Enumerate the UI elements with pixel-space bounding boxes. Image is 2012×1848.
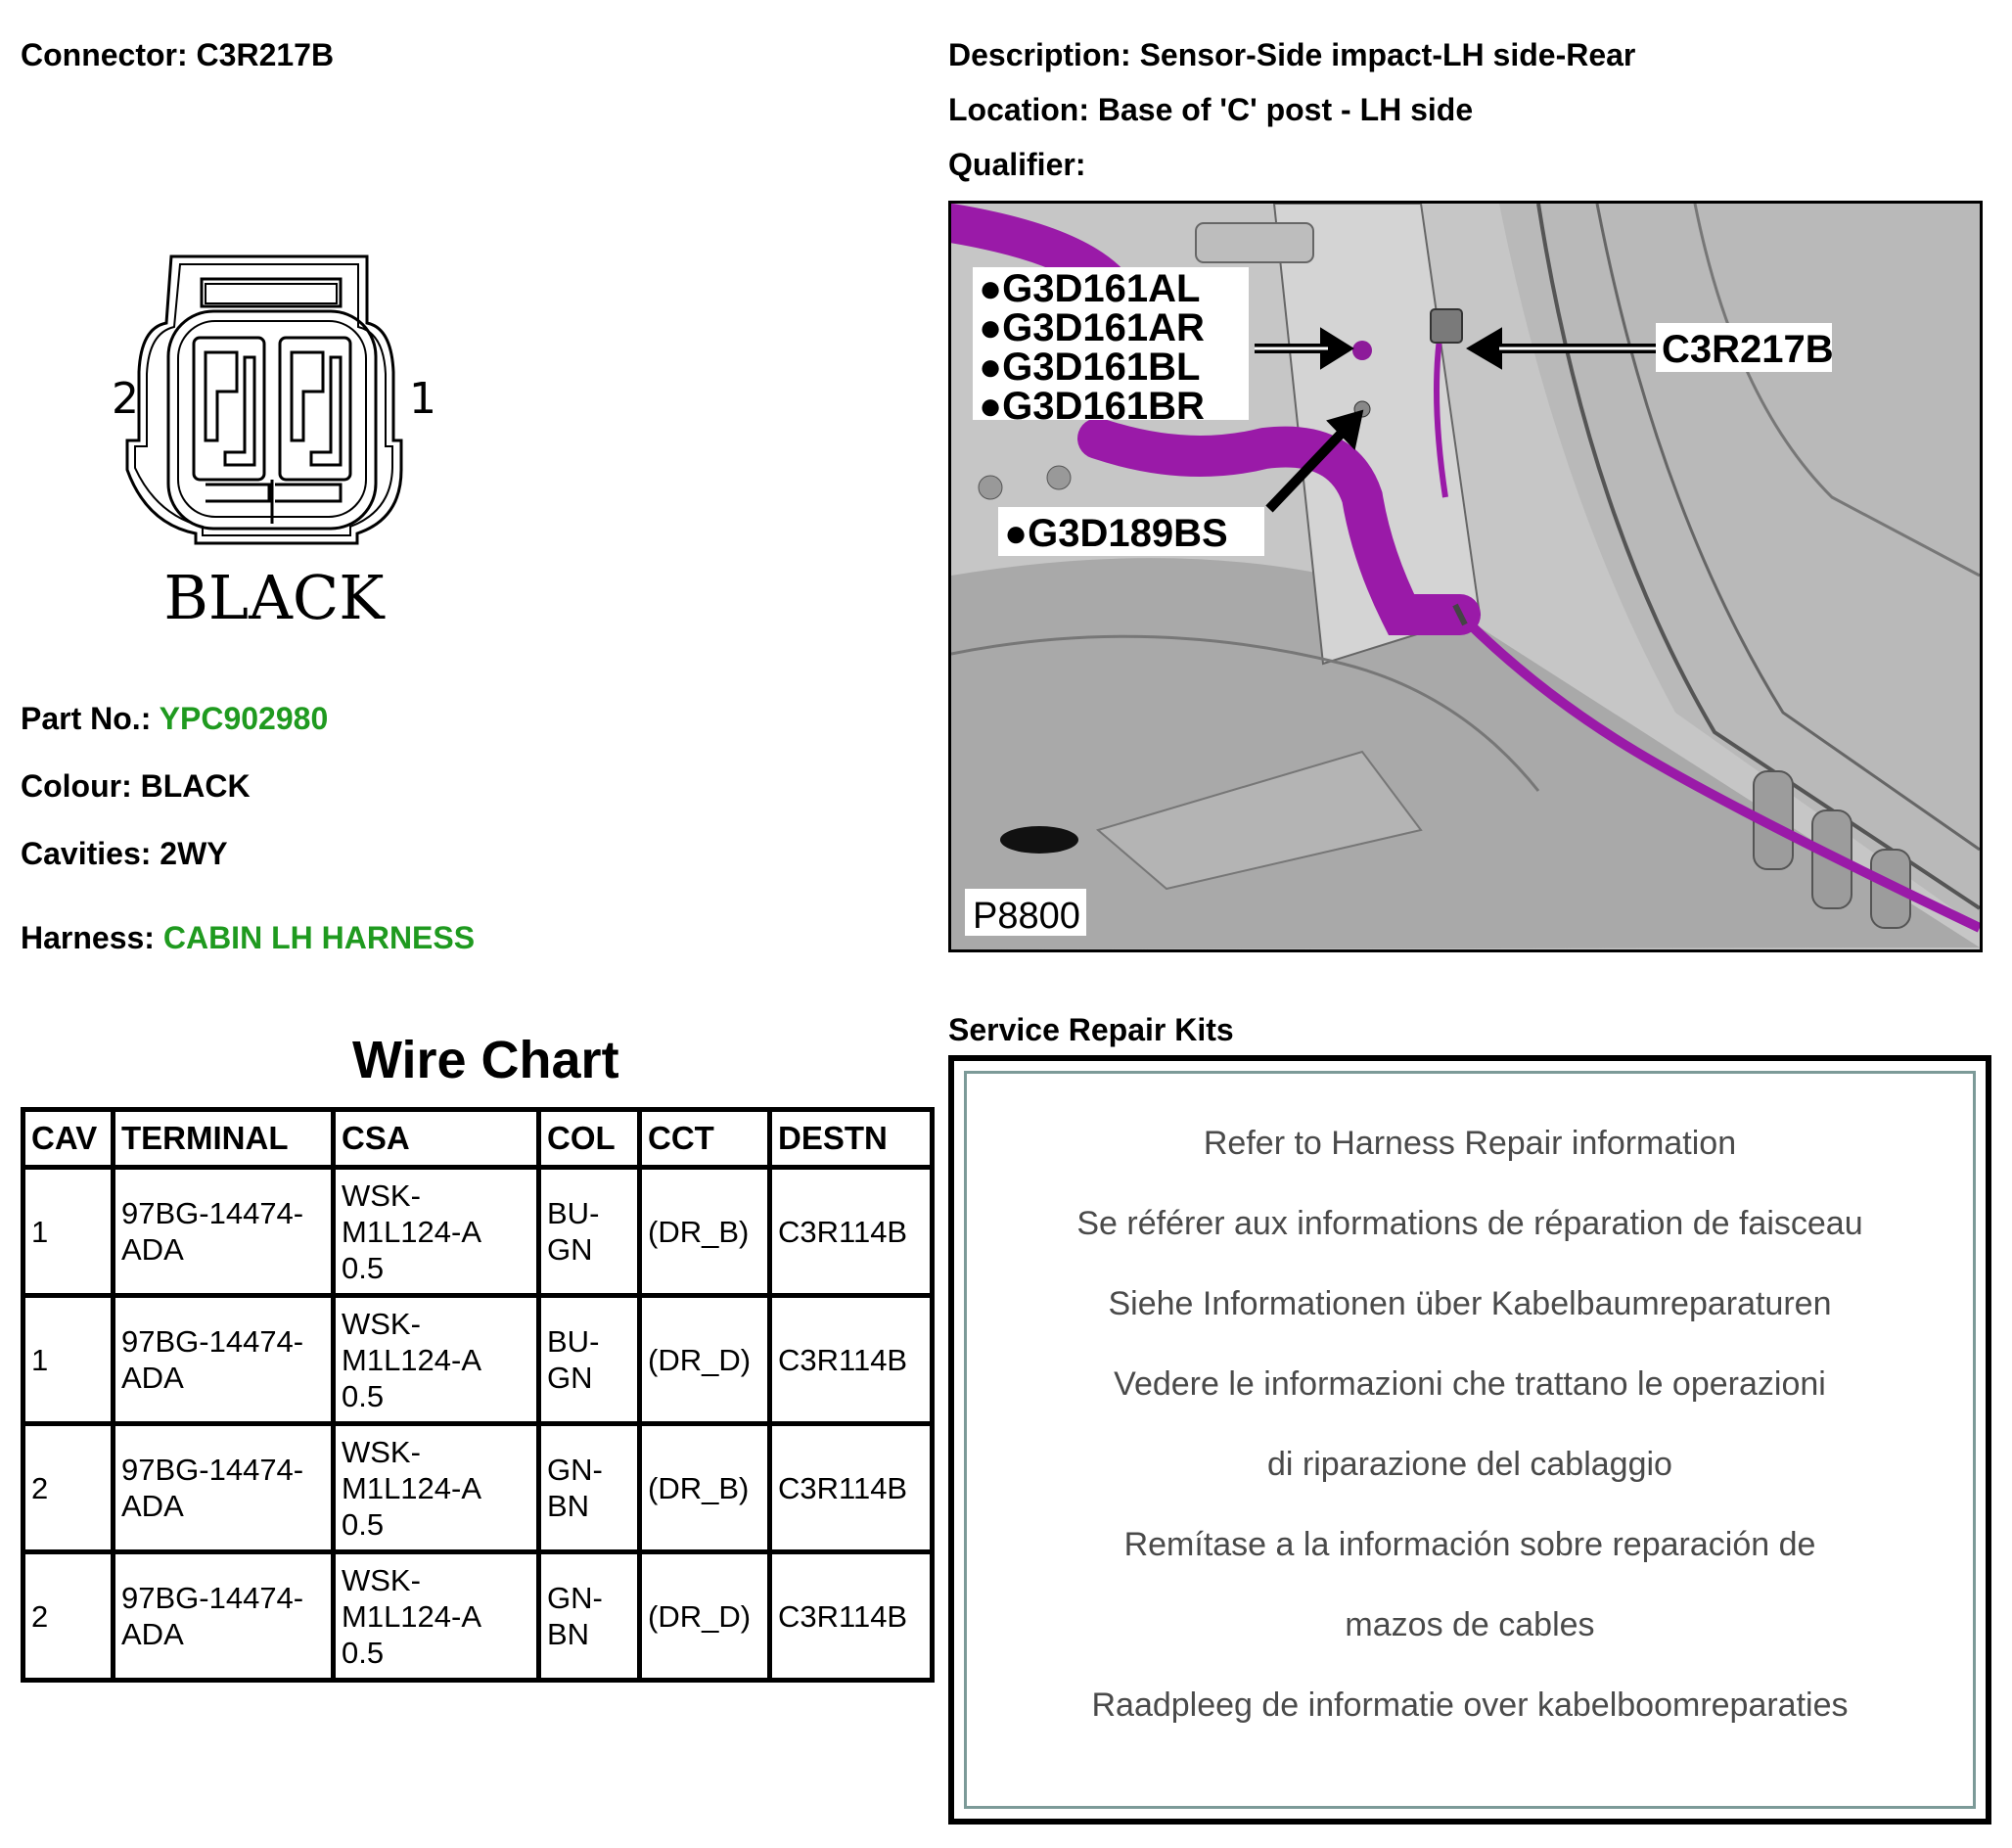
part-number-value: YPC902980 [159, 701, 329, 736]
colour-value: BLACK [140, 768, 251, 804]
terminal-line-1: 97BG-14474- [121, 1324, 304, 1359]
cell-destn: C3R114B [770, 1168, 933, 1296]
part-number-line [21, 701, 328, 737]
connector-label: Connector: [21, 37, 188, 72]
cavities-label: Cavities: [21, 836, 152, 871]
location-value: Base of 'C' post - LH side [1097, 92, 1474, 127]
table-row [23, 1168, 933, 1296]
repair-kits-inner [964, 1071, 1976, 1809]
col-line-2: GN [547, 1232, 593, 1267]
csa-line-2: M1L124-A [342, 1214, 482, 1249]
repair-kits-box [948, 1055, 1991, 1825]
connector-heading [21, 37, 334, 73]
qualifier-label: Qualifier: [948, 147, 1086, 182]
terminal-line-1: 97BG-14474- [121, 1453, 304, 1487]
qualifier-line [948, 147, 1085, 183]
table-row [23, 1424, 933, 1552]
cell-col [539, 1168, 640, 1296]
colour-line [21, 768, 251, 805]
pin-number-1: 1 [409, 374, 436, 424]
col-line-1: BU- [547, 1196, 600, 1230]
description-value: Sensor-Side impact-LH side-Rear [1139, 37, 1636, 72]
csa-line-2: M1L124-A [342, 1598, 482, 1634]
col-line-2: BN [547, 1617, 590, 1651]
location-line [948, 92, 1473, 128]
description-line [948, 37, 1635, 73]
csa-line-1: WSK- [342, 1306, 421, 1341]
colour-label: Colour: [21, 768, 132, 804]
cell-cav: 2 [23, 1424, 114, 1552]
location-image [948, 201, 1983, 952]
cell-cav: 1 [23, 1296, 114, 1424]
terminal-line-2: ADA [121, 1489, 184, 1523]
wire-chart-header-row [23, 1110, 933, 1168]
cell-col [539, 1552, 640, 1681]
csa-line-1: WSK- [342, 1178, 421, 1213]
description-label: Description: [948, 37, 1131, 72]
cell-terminal [114, 1168, 334, 1296]
cell-col [539, 1296, 640, 1424]
callout-c3r217b: C3R217B [1662, 328, 1834, 371]
harness-label: Harness: [21, 920, 155, 955]
cavities-line [21, 836, 228, 872]
repair-line-nl: Raadpleeg de informatie over kabelboomreparaties [1091, 1686, 1849, 1724]
repair-line-es-2: mazos de cables [1345, 1606, 1595, 1643]
terminal-line-1: 97BG-14474- [121, 1581, 304, 1615]
cavities-value: 2WY [160, 836, 228, 871]
cell-cct: (DR_D) [640, 1552, 770, 1681]
cell-csa [334, 1552, 539, 1681]
cell-terminal [114, 1552, 334, 1681]
cell-cct: (DR_D) [640, 1296, 770, 1424]
cell-cav: 1 [23, 1168, 114, 1296]
csa-line-2: M1L124-A [342, 1342, 482, 1377]
connector-colour-text: BLACK [163, 562, 385, 633]
table-row [23, 1296, 933, 1424]
header-cct: CCT [640, 1110, 770, 1168]
callout-g3d161ar: ●G3D161AR [979, 306, 1205, 349]
cell-destn: C3R114B [770, 1424, 933, 1552]
table-row [23, 1552, 933, 1681]
repair-line-it-2: di riparazione del cablaggio [1267, 1446, 1672, 1483]
connector-value: C3R217B [196, 37, 335, 72]
header-terminal: TERMINAL [114, 1110, 334, 1168]
cell-col [539, 1424, 640, 1552]
wire-chart-table [21, 1107, 935, 1683]
cell-csa [334, 1168, 539, 1296]
repair-kits-title: Service Repair Kits [948, 1012, 1234, 1047]
repair-line-de: Siehe Informationen über Kabelbaumreparaturen [1108, 1285, 1832, 1322]
csa-line-3: 0.5 [342, 1378, 385, 1413]
vehicle-body-illustration [951, 204, 1980, 949]
csa-line-3: 0.5 [342, 1506, 385, 1542]
part-number-label: Part No.: [21, 701, 152, 736]
callout-g3d161br: ●G3D161BR [979, 385, 1205, 428]
cell-destn: C3R114B [770, 1552, 933, 1681]
terminal-line-2: ADA [121, 1617, 184, 1651]
header-destn: DESTN [770, 1110, 933, 1168]
cell-cct: (DR_B) [640, 1168, 770, 1296]
repair-line-it-1: Vedere le informazioni che trattano le operazioni [1114, 1365, 1826, 1403]
connector-face-diagram [108, 245, 440, 636]
terminal-line-1: 97BG-14474- [121, 1196, 304, 1230]
col-line-2: GN [547, 1361, 593, 1395]
harness-value: CABIN LH HARNESS [162, 920, 476, 955]
cell-cav: 2 [23, 1552, 114, 1681]
terminal-line-2: ADA [121, 1361, 184, 1395]
col-line-2: BN [547, 1489, 590, 1523]
cell-cct: (DR_B) [640, 1424, 770, 1552]
repair-line-en: Refer to Harness Repair information [1203, 1125, 1737, 1162]
harness-line [21, 920, 475, 956]
cell-destn: C3R114B [770, 1296, 933, 1424]
repair-line-fr: Se référer aux informations de réparation de faisceau [1076, 1205, 1863, 1242]
csa-line-3: 0.5 [342, 1250, 385, 1285]
callout-g3d161al: ●G3D161AL [979, 267, 1201, 310]
col-line-1: GN- [547, 1581, 603, 1615]
location-label: Location: [948, 92, 1089, 127]
wire-chart-title: Wire Chart [352, 1031, 619, 1089]
header-csa: CSA [334, 1110, 539, 1168]
repair-line-es-1: Remítase a la información sobre reparación de [1123, 1526, 1816, 1563]
callout-g3d189bs: ●G3D189BS [1004, 512, 1228, 555]
cell-terminal [114, 1296, 334, 1424]
terminal-line-2: ADA [121, 1232, 184, 1267]
header-cav: CAV [23, 1110, 114, 1168]
col-line-1: BU- [547, 1324, 600, 1359]
figure-code: P8800 [973, 896, 1080, 937]
col-line-1: GN- [547, 1453, 603, 1487]
callout-g3d161bl: ●G3D161BL [979, 346, 1201, 389]
csa-line-1: WSK- [342, 1562, 421, 1597]
header-col: COL [539, 1110, 640, 1168]
csa-line-1: WSK- [342, 1434, 421, 1469]
csa-line-3: 0.5 [342, 1635, 385, 1670]
cell-csa [334, 1296, 539, 1424]
pin-number-2: 2 [112, 374, 139, 424]
cell-csa [334, 1424, 539, 1552]
cell-terminal [114, 1424, 334, 1552]
csa-line-2: M1L124-A [342, 1470, 482, 1505]
